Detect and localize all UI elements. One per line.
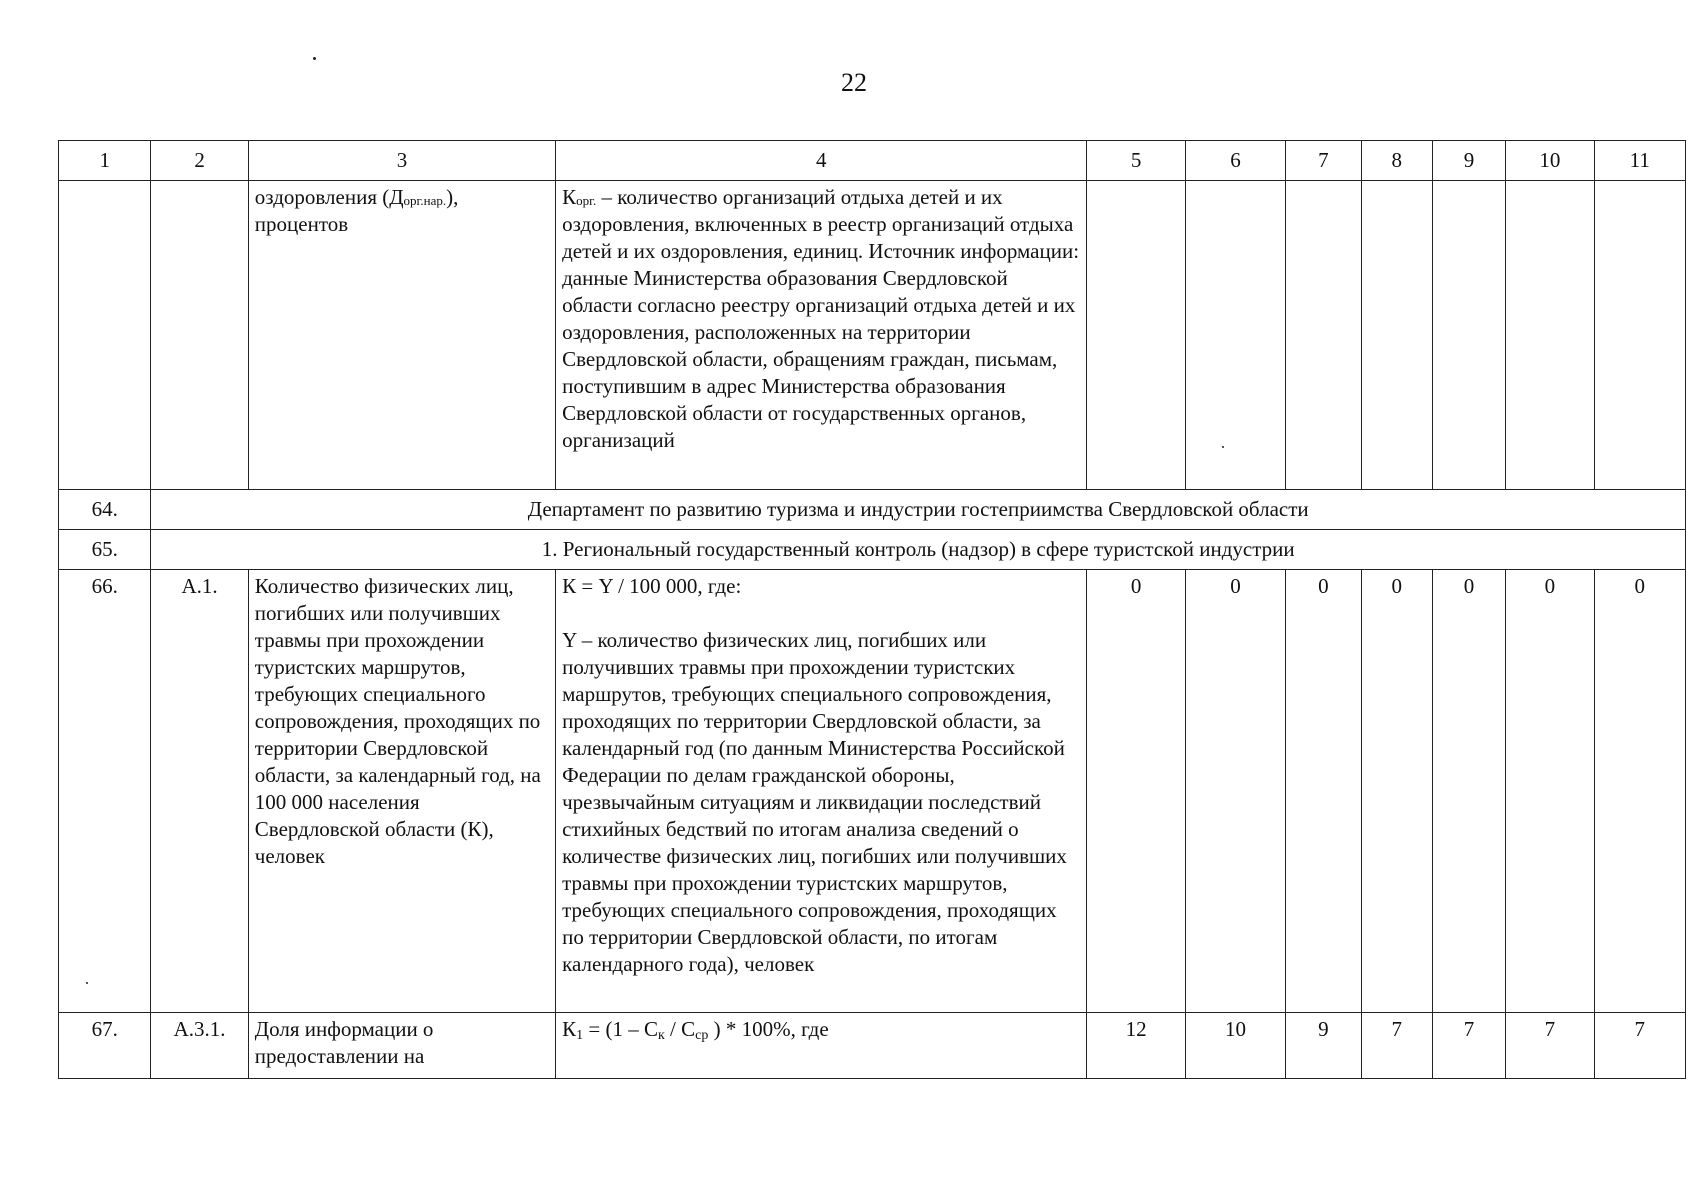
section-title: 1. Региональный государственный контроль (надзор) в сфере туристской индустрии (151, 530, 1686, 570)
header-cell: 4 (556, 141, 1087, 181)
method-text: – количество организаций отдыха детей и их оздоровления, включенных в реестр организаций отдыха детей и их оздоровления, единиц. Источник информации: данные Министерства образования Свердловской области согласно реестру организаций отдыха детей и их оздоровления, расположенных на территории Свердловской области, обращениям граждан, письмам, поступившим в адрес Министерства образования Свердловской области от государственных органов, организаций (562, 185, 1080, 452)
subscript: к (657, 1028, 665, 1043)
table-row-continued (59, 181, 1686, 490)
formula-symbol: К (562, 185, 577, 209)
subscript: 1 (576, 1028, 584, 1043)
value-cell: 0 (1286, 570, 1361, 1013)
value-cell (1087, 181, 1185, 490)
value-cell: 0 (1087, 570, 1185, 1013)
value-cell: 0 (1506, 570, 1594, 1013)
method-cell (556, 1013, 1087, 1079)
formula-symbol: К (562, 1017, 577, 1041)
value-cell: 7 (1361, 1013, 1432, 1079)
indicator-name-cell: Количество физических лиц, погибших или получивших травмы при прохождении туристских маршрутов, требующих специального сопровождения, проходящих по территории Свердловской области, за календарный год, на 100 000 населения Свердловской области (К), человек (248, 570, 555, 1013)
value-cell: 7 (1432, 1013, 1505, 1079)
formula-text: / С (664, 1017, 696, 1041)
indicator-name-text: процентов (254, 212, 349, 236)
header-row (59, 141, 1686, 181)
data-table (58, 140, 1686, 1079)
value-cell (1432, 181, 1505, 490)
header-cell: 9 (1432, 141, 1505, 181)
indicator-name-cell (248, 181, 555, 490)
value-cell: 0 (1185, 570, 1285, 1013)
indicator-name-text: ), (446, 185, 459, 209)
page-number: 22 (841, 68, 867, 97)
header-cell: 10 (1506, 141, 1594, 181)
value-cell: 7 (1594, 1013, 1685, 1079)
formula-text: ) * 100%, где (708, 1017, 829, 1041)
header-cell: 3 (248, 141, 555, 181)
row-number-cell (59, 181, 151, 490)
formula-text: К = Y / 100 000, где: (562, 574, 742, 598)
method-cell (556, 570, 1087, 1013)
value-cell: 10 (1185, 1013, 1285, 1079)
value-cell (1361, 181, 1432, 490)
section-row-64 (59, 490, 1686, 530)
code-cell (151, 181, 248, 490)
header-cell: 8 (1361, 141, 1432, 181)
subscript: орг.нар. (403, 193, 447, 208)
scan-speck (313, 57, 316, 60)
section-title: Департамент по развитию туризма и индустрии гостеприимства Свердловской области (151, 490, 1686, 530)
table-row-66 (59, 570, 1686, 1013)
value-cell: 0 (1432, 570, 1505, 1013)
header-cell: 2 (151, 141, 248, 181)
method-text: Y – количество физических лиц, погибших или получивших травмы при прохождении туристских маршрутов, требующих специального сопровождения, проходящих по территории Свердловской области, за календарный год (по данным Министерства Российской Федерации по делам гражданской обороны, чрезвычайным ситуациям и ликвидации последствий стихийных бедствий по итогам анализа сведений о количестве физических лиц, погибших или получивших травмы при прохождении туристских маршрутов, требующих специального сопровождения, проходящих по территории Свердловской области, по итогам календарного года), человек (562, 628, 1067, 976)
row-number-cell: 65. (59, 530, 151, 570)
row-number-cell: 64. (59, 490, 151, 530)
value-cell (1594, 181, 1685, 490)
section-row-65 (59, 530, 1686, 570)
table-row-67 (59, 1013, 1686, 1079)
value-cell: 12 (1087, 1013, 1185, 1079)
value-cell (1506, 181, 1594, 490)
subscript: ср (695, 1028, 709, 1043)
value-cell: 0 (1594, 570, 1685, 1013)
value-cell: 9 (1286, 1013, 1361, 1079)
indicator-name-text: оздоровления (Д (254, 185, 404, 209)
subscript: орг. (576, 193, 597, 208)
header-cell: 7 (1286, 141, 1361, 181)
indicator-name-cell: Доля информации о предоставлении на (248, 1013, 555, 1079)
value-cell: 7 (1506, 1013, 1594, 1079)
code-cell: А.1. (151, 570, 248, 1013)
code-cell: А.3.1. (151, 1013, 248, 1079)
value-cell: 0 (1361, 570, 1432, 1013)
value-cell (1185, 181, 1285, 490)
header-cell: 6 (1185, 141, 1285, 181)
value-cell (1286, 181, 1361, 490)
formula-text: = (1 – С (583, 1017, 658, 1041)
header-cell: 5 (1087, 141, 1185, 181)
method-cell (556, 181, 1087, 490)
row-number-cell: 66. (59, 570, 151, 1013)
header-cell: 1 (59, 141, 151, 181)
row-number-cell: 67. (59, 1013, 151, 1079)
header-cell: 11 (1594, 141, 1685, 181)
